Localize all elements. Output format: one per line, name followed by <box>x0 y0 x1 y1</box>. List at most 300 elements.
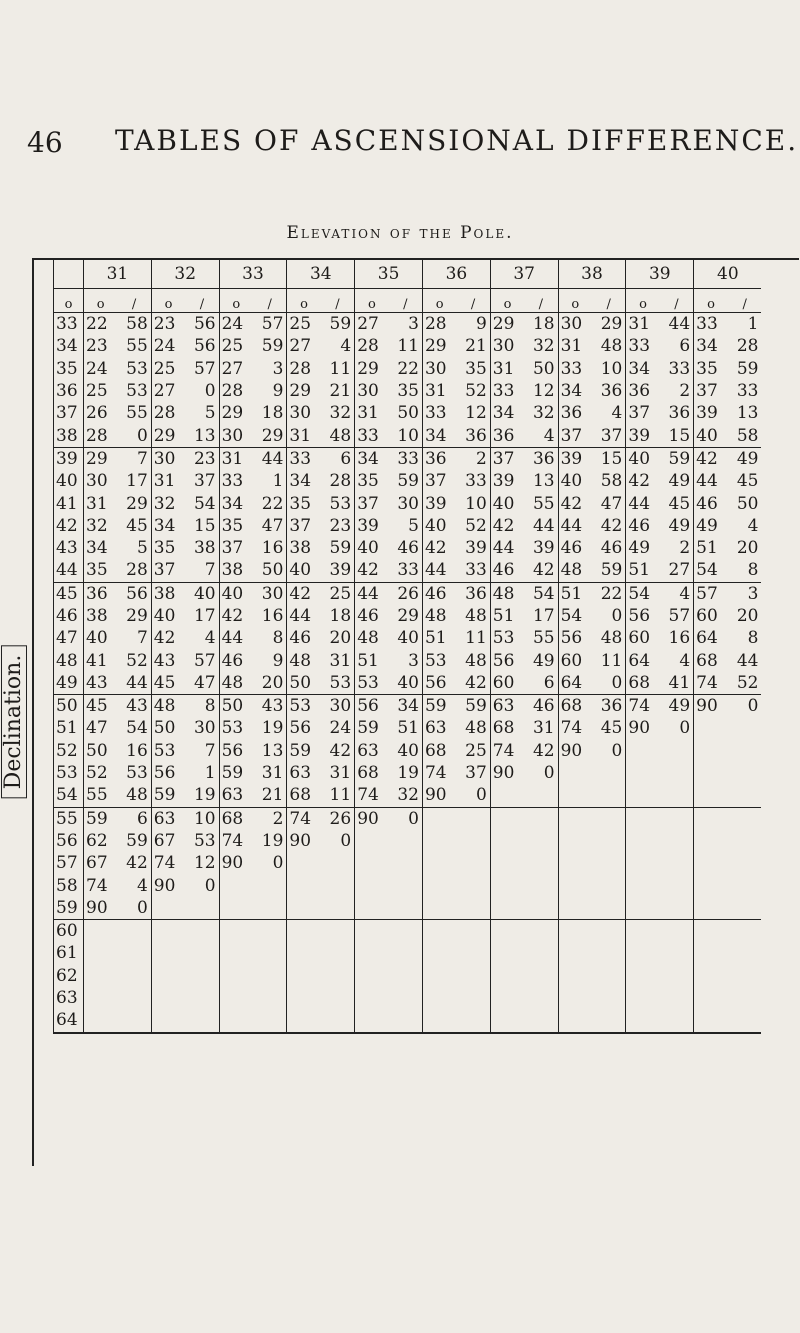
ascensional-difference-cell <box>219 672 287 695</box>
minutes-value: 54 <box>532 583 555 604</box>
minutes-value: 21 <box>261 785 284 806</box>
pole-elevation-header <box>54 259 762 289</box>
degrees-value: 59 <box>153 785 176 806</box>
degrees-value: 40 <box>424 515 447 536</box>
minutes-value: 50 <box>261 560 284 581</box>
declination-value: 51 <box>54 717 84 739</box>
ascensional-difference-cell <box>558 424 626 447</box>
degrees-value: 41 <box>86 650 108 671</box>
ascensional-difference-cell <box>355 762 423 784</box>
minutes-value: 48 <box>465 606 487 626</box>
ascensional-difference-table <box>53 259 761 1034</box>
degrees-value: 34 <box>492 403 515 424</box>
minutes-value: 15 <box>600 448 623 469</box>
ascensional-difference-cell <box>219 942 287 964</box>
degrees-value: 59 <box>221 763 244 784</box>
degrees-value: 31 <box>492 358 515 379</box>
ascensional-difference-cell <box>558 672 626 695</box>
minutes-value: 18 <box>261 403 284 424</box>
ascensional-difference-cell <box>219 492 287 514</box>
minutes-value: 45 <box>126 515 148 536</box>
minutes-value: 21 <box>465 336 487 357</box>
unit-symbols <box>694 289 762 313</box>
ascensional-difference-cell <box>694 335 762 357</box>
minutes-value: 47 <box>261 515 284 536</box>
minutes-value: 55 <box>126 403 148 424</box>
ascensional-difference-cell <box>287 492 355 514</box>
degrees-value: 48 <box>153 696 176 717</box>
ascensional-difference-cell <box>151 492 219 514</box>
minutes-value: 11 <box>397 336 419 357</box>
minutes-value: 25 <box>465 740 487 761</box>
degrees-value: 31 <box>153 471 176 492</box>
minutes-value: 57 <box>193 650 216 671</box>
minutes-value: 8 <box>272 628 284 649</box>
degrees-value: 68 <box>628 672 651 693</box>
declination-group <box>54 313 762 448</box>
minutes-value: 37 <box>465 763 487 784</box>
degrees-value: 68 <box>424 740 447 761</box>
minutes-value: 46 <box>532 696 555 717</box>
minutes-value: 0 <box>204 381 216 402</box>
ascensional-difference-cell <box>558 380 626 402</box>
table-row <box>54 784 762 807</box>
declination-value: 64 <box>54 1009 84 1032</box>
minutes-value: 49 <box>532 650 555 671</box>
declination-value: 50 <box>54 695 84 718</box>
degrees-value: 33 <box>357 425 379 446</box>
minutes-value: 32 <box>397 785 419 806</box>
minutes-value: 50 <box>736 493 759 514</box>
ascensional-difference-cell <box>287 447 355 470</box>
ascensional-difference-cell <box>287 784 355 807</box>
ascensional-difference-cell <box>626 649 694 671</box>
ascensional-difference-cell <box>151 424 219 447</box>
ascensional-difference-cell <box>490 1009 558 1032</box>
minutes-value: 48 <box>329 425 352 446</box>
ascensional-difference-cell <box>626 424 694 447</box>
ascensional-difference-cell <box>219 424 287 447</box>
minutes-value: 12 <box>193 853 216 874</box>
minute-symbol: / <box>606 297 611 312</box>
ascensional-difference-cell <box>287 717 355 739</box>
minutes-value: 0 <box>611 672 623 693</box>
degrees-value: 90 <box>696 696 718 717</box>
ascensional-difference-cell <box>422 897 490 920</box>
degrees-value: 48 <box>357 628 379 649</box>
degree-symbol: o <box>232 297 241 312</box>
minutes-value: 59 <box>329 314 352 335</box>
minutes-value: 48 <box>600 336 623 357</box>
degree-symbol: o <box>96 297 105 312</box>
ascensional-difference-cell <box>219 605 287 627</box>
declination-value: 56 <box>54 830 84 852</box>
ascensional-difference-cell <box>490 447 558 470</box>
ascensional-difference-cell <box>626 942 694 964</box>
degrees-value: 59 <box>289 740 312 761</box>
ascensional-difference-cell <box>84 784 152 807</box>
minutes-value: 3 <box>408 650 419 671</box>
minutes-value: 10 <box>600 358 623 379</box>
degrees-value: 39 <box>696 403 718 424</box>
ascensional-difference-cell <box>490 762 558 784</box>
ascensional-difference-cell <box>694 987 762 1009</box>
degrees-value: 33 <box>424 403 447 424</box>
pole-elevation-38: 38 <box>558 259 626 289</box>
degrees-value: 31 <box>86 493 108 514</box>
degrees-value: 42 <box>221 606 244 626</box>
minutes-value: 6 <box>679 336 691 357</box>
degrees-value: 44 <box>628 493 651 514</box>
declination-value: 45 <box>54 582 84 605</box>
ascensional-difference-cell <box>355 830 423 852</box>
degrees-value: 51 <box>628 560 651 581</box>
minutes-value: 15 <box>193 515 216 536</box>
ascensional-difference-cell <box>558 447 626 470</box>
pole-elevation-33: 33 <box>219 259 287 289</box>
unit-symbols <box>558 289 626 313</box>
minutes-value: 0 <box>408 808 419 829</box>
minutes-value: 53 <box>126 381 148 402</box>
minutes-value: 17 <box>532 606 555 626</box>
degrees-value: 40 <box>628 448 651 469</box>
ascensional-difference-cell <box>626 537 694 559</box>
degrees-value: 50 <box>221 696 244 717</box>
declination-value: 44 <box>54 559 84 582</box>
header-corner <box>54 259 84 289</box>
unit-symbols <box>287 289 355 313</box>
degrees-value: 39 <box>357 515 379 536</box>
degrees-value: 53 <box>357 672 379 693</box>
minutes-value: 10 <box>465 493 487 514</box>
minutes-value: 51 <box>397 718 419 739</box>
minutes-value: 53 <box>126 358 148 379</box>
minutes-value: 42 <box>465 672 487 693</box>
degrees-value: 49 <box>696 515 718 536</box>
ascensional-difference-cell <box>355 605 423 627</box>
ascensional-difference-cell <box>422 695 490 718</box>
minutes-value: 46 <box>397 538 419 559</box>
ascensional-difference-cell <box>626 874 694 896</box>
ascensional-difference-cell <box>626 920 694 943</box>
ascensional-difference-cell <box>287 897 355 920</box>
minutes-value: 27 <box>668 560 691 581</box>
minutes-value: 32 <box>329 403 352 424</box>
ascensional-difference-cell <box>422 627 490 649</box>
minutes-value: 12 <box>465 403 487 424</box>
ascensional-difference-cell <box>355 852 423 874</box>
degrees-value: 38 <box>289 538 312 559</box>
ascensional-difference-cell <box>84 920 152 943</box>
ascensional-difference-cell <box>694 807 762 830</box>
declination-value: 61 <box>54 942 84 964</box>
minutes-value: 20 <box>261 672 284 693</box>
ascensional-difference-cell <box>422 852 490 874</box>
minutes-value: 0 <box>543 763 555 784</box>
degrees-value: 23 <box>153 314 176 335</box>
degrees-value: 45 <box>86 696 108 717</box>
minutes-value: 1 <box>204 763 216 784</box>
degrees-value: 63 <box>424 718 447 739</box>
ascensional-difference-cell <box>287 649 355 671</box>
minutes-value: 55 <box>532 493 555 514</box>
ascensional-difference-cell <box>694 380 762 402</box>
minutes-value: 53 <box>126 763 148 784</box>
ascensional-difference-cell <box>355 402 423 424</box>
ascensional-difference-cell <box>626 605 694 627</box>
minutes-value: 7 <box>136 628 148 649</box>
minutes-value: 52 <box>126 650 148 671</box>
degrees-value: 34 <box>357 448 379 469</box>
ascensional-difference-cell <box>84 447 152 470</box>
ascensional-difference-cell <box>219 762 287 784</box>
ascensional-difference-cell <box>84 424 152 447</box>
minutes-value: 4 <box>543 425 555 446</box>
ascensional-difference-cell <box>490 897 558 920</box>
minutes-value: 9 <box>272 650 284 671</box>
ascensional-difference-cell <box>355 335 423 357</box>
table-row <box>54 402 762 424</box>
ascensional-difference-cell <box>355 537 423 559</box>
ascensional-difference-cell <box>151 897 219 920</box>
declination-value: 59 <box>54 897 84 920</box>
table-row <box>54 470 762 492</box>
degrees-value: 27 <box>221 358 244 379</box>
degrees-value: 56 <box>560 628 583 649</box>
table-row <box>54 559 762 582</box>
minutes-value: 31 <box>532 718 555 739</box>
degrees-value: 50 <box>86 740 108 761</box>
minutes-value: 57 <box>261 314 284 335</box>
ascensional-difference-cell <box>558 784 626 807</box>
minutes-value: 5 <box>204 403 216 424</box>
ascensional-difference-cell <box>84 358 152 380</box>
ascensional-difference-cell <box>490 492 558 514</box>
minutes-value: 13 <box>193 425 216 446</box>
degrees-value: 33 <box>560 358 583 379</box>
ascensional-difference-cell <box>626 672 694 695</box>
ascensional-difference-cell <box>84 470 152 492</box>
ascensional-difference-cell <box>558 1009 626 1032</box>
minute-symbol: / <box>538 297 544 312</box>
ascensional-difference-cell <box>219 470 287 492</box>
ascensional-difference-cell <box>151 784 219 807</box>
ascensional-difference-cell <box>219 852 287 874</box>
ascensional-difference-cell <box>219 987 287 1009</box>
degrees-value: 28 <box>357 336 379 357</box>
minutes-value: 59 <box>736 358 759 379</box>
ascensional-difference-cell <box>151 559 219 582</box>
minutes-value: 38 <box>193 538 216 559</box>
declination-value: 48 <box>54 649 84 671</box>
table-row <box>54 695 762 718</box>
minute-symbol: / <box>131 297 137 312</box>
degrees-value: 29 <box>153 425 176 446</box>
ascensional-difference-cell <box>287 695 355 718</box>
ascensional-difference-cell <box>219 313 287 336</box>
declination-value: 49 <box>54 672 84 695</box>
ascensional-difference-cell <box>151 830 219 852</box>
pole-elevation-37: 37 <box>490 259 558 289</box>
ascensional-difference-cell <box>626 447 694 470</box>
minutes-value: 50 <box>532 358 555 379</box>
ascensional-difference-cell <box>694 762 762 784</box>
table-row <box>54 672 762 695</box>
ascensional-difference-cell <box>626 852 694 874</box>
degrees-value: 90 <box>86 897 108 918</box>
degrees-value: 35 <box>221 515 244 536</box>
declination-value: 37 <box>54 402 84 424</box>
table-row <box>54 582 762 605</box>
minutes-value: 57 <box>668 606 691 626</box>
ascensional-difference-cell <box>219 1009 287 1032</box>
ascensional-difference-cell <box>694 920 762 943</box>
ascensional-difference-cell <box>355 447 423 470</box>
minutes-value: 53 <box>329 493 352 514</box>
degree-minute-symbols-row <box>54 289 762 313</box>
degrees-value: 31 <box>357 403 379 424</box>
ascensional-difference-cell <box>490 559 558 582</box>
degrees-value: 56 <box>424 672 447 693</box>
degrees-value: 90 <box>289 830 312 851</box>
ascensional-difference-cell <box>490 672 558 695</box>
table-row <box>54 740 762 762</box>
degrees-value: 30 <box>424 358 447 379</box>
degrees-value: 68 <box>492 718 515 739</box>
ascensional-difference-cell <box>84 627 152 649</box>
ascensional-difference-cell <box>422 807 490 830</box>
degrees-value: 47 <box>86 718 108 739</box>
minutes-value: 59 <box>465 696 487 717</box>
minutes-value: 26 <box>397 583 419 604</box>
minutes-value: 42 <box>532 560 555 581</box>
degrees-value: 48 <box>560 560 583 581</box>
degrees-value: 46 <box>696 493 718 514</box>
degrees-value: 38 <box>86 606 108 626</box>
degrees-value: 56 <box>153 763 176 784</box>
ascensional-difference-cell <box>626 740 694 762</box>
minutes-value: 26 <box>329 808 352 829</box>
ascensional-difference-cell <box>490 987 558 1009</box>
degrees-value: 40 <box>560 471 583 492</box>
degrees-value: 40 <box>221 583 244 604</box>
degrees-value: 59 <box>357 718 379 739</box>
minutes-value: 59 <box>668 448 691 469</box>
ascensional-difference-cell <box>422 380 490 402</box>
ascensional-difference-cell <box>694 559 762 582</box>
minutes-value: 59 <box>329 538 352 559</box>
ascensional-difference-cell <box>287 740 355 762</box>
degrees-value: 38 <box>221 560 244 581</box>
minutes-value: 4 <box>679 583 691 604</box>
minutes-value: 33 <box>668 358 691 379</box>
degrees-value: 90 <box>153 875 176 896</box>
degrees-value: 74 <box>153 853 176 874</box>
degrees-value: 74 <box>221 830 244 851</box>
ascensional-difference-cell <box>558 717 626 739</box>
degrees-value: 90 <box>628 718 651 739</box>
ascensional-difference-cell <box>558 335 626 357</box>
degrees-value: 55 <box>86 785 108 806</box>
ascensional-difference-cell <box>355 627 423 649</box>
degrees-value: 56 <box>628 606 651 626</box>
unit-symbols <box>422 289 490 313</box>
ascensional-difference-cell <box>558 807 626 830</box>
ascensional-difference-cell <box>558 942 626 964</box>
minutes-value: 56 <box>193 314 216 335</box>
minutes-value: 30 <box>193 718 216 739</box>
ascensional-difference-cell <box>355 695 423 718</box>
ascensional-difference-cell <box>490 537 558 559</box>
degrees-value: 48 <box>424 606 447 626</box>
minutes-value: 15 <box>668 425 691 446</box>
minutes-value: 9 <box>272 381 284 402</box>
ascensional-difference-cell <box>355 942 423 964</box>
ascensional-difference-cell <box>694 649 762 671</box>
minutes-value: 49 <box>668 515 691 536</box>
minutes-value: 54 <box>193 493 216 514</box>
degrees-value: 63 <box>289 763 312 784</box>
ascensional-difference-cell <box>422 313 490 336</box>
ascensional-difference-cell <box>558 987 626 1009</box>
degrees-value: 62 <box>86 830 108 851</box>
declination-value: 60 <box>54 920 84 943</box>
ascensional-difference-cell <box>490 830 558 852</box>
ascensional-difference-cell <box>490 402 558 424</box>
unit-symbols <box>355 289 423 313</box>
degrees-value: 63 <box>357 740 379 761</box>
ascensional-difference-cell <box>558 920 626 943</box>
minutes-value: 56 <box>193 336 216 357</box>
degrees-value: 34 <box>86 538 108 559</box>
degrees-value: 40 <box>153 606 176 626</box>
ascensional-difference-cell <box>558 874 626 896</box>
ascensional-difference-cell <box>694 582 762 605</box>
ascensional-difference-cell <box>151 380 219 402</box>
ascensional-difference-cell <box>219 807 287 830</box>
degrees-value: 36 <box>424 448 447 469</box>
degrees-value: 42 <box>628 471 651 492</box>
minutes-value: 0 <box>611 740 623 761</box>
degrees-value: 68 <box>357 763 379 784</box>
minutes-value: 11 <box>329 785 352 806</box>
minutes-value: 36 <box>532 448 555 469</box>
minutes-value: 5 <box>136 538 148 559</box>
declination-value: 43 <box>54 537 84 559</box>
ascensional-difference-cell <box>151 649 219 671</box>
minutes-value: 40 <box>397 672 419 693</box>
ascensional-difference-cell <box>694 672 762 695</box>
table-row <box>54 358 762 380</box>
table-row <box>54 335 762 357</box>
degrees-value: 90 <box>357 808 379 829</box>
table-row <box>54 447 762 470</box>
ascensional-difference-cell <box>84 807 152 830</box>
table-row <box>54 1009 762 1032</box>
degrees-value: 44 <box>492 538 515 559</box>
ascensional-difference-cell <box>626 830 694 852</box>
minutes-value: 46 <box>600 538 623 559</box>
ascensional-difference-cell <box>84 695 152 718</box>
degrees-value: 42 <box>492 515 515 536</box>
ascensional-difference-cell <box>694 942 762 964</box>
ascensional-difference-cell <box>422 537 490 559</box>
minutes-value: 2 <box>272 808 284 829</box>
minutes-value: 49 <box>668 471 691 492</box>
degrees-value: 50 <box>153 718 176 739</box>
degrees-value: 39 <box>628 425 651 446</box>
degrees-value: 48 <box>492 583 515 604</box>
